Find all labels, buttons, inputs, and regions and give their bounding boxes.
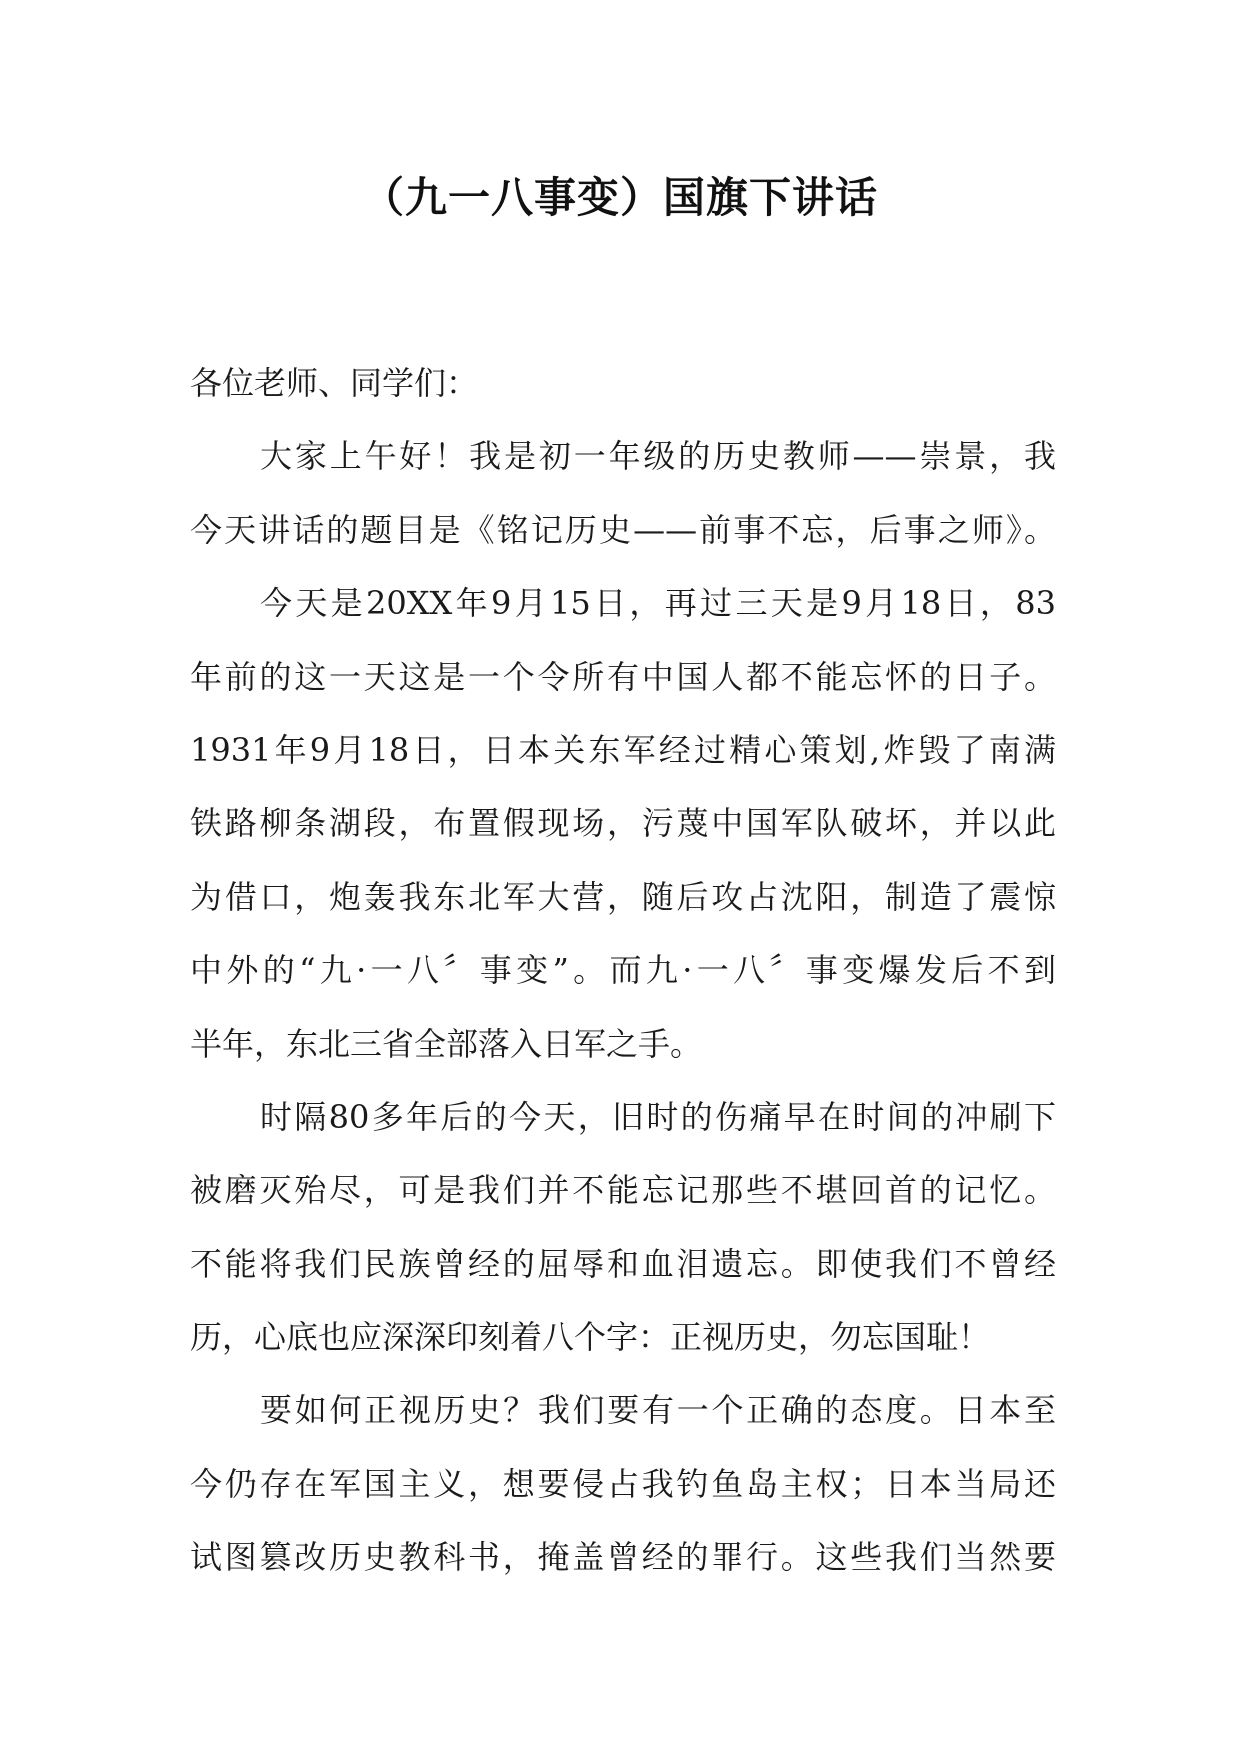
paragraph-line: 为借口，炮轰我东北军大营，随后攻占沈阳，制造了震惊 (190, 877, 1056, 916)
paragraph-line: 年前的这一天这是一个令所有中国人都不能忘怀的日子。 (190, 657, 1056, 696)
paragraph-line: 试图篡改历史教科书，掩盖曾经的罪行。这些我们当然要 (190, 1538, 1056, 1577)
paragraph-line: 半年，东北三省全部落入日军之手。 (190, 1024, 703, 1063)
salutation-line: 各位老师、同学们： (190, 364, 479, 402)
paragraph-line: 今仍存在军国主义，想要侵占我钓鱼岛主权；日本当局还 (190, 1464, 1056, 1503)
paragraph-line: 时隔80多年后的今天，旧时的伤痛早在时间的冲刷下 (260, 1097, 1056, 1136)
paragraph-line: 不能将我们民族曾经的屈辱和血泪遗忘。即使我们不曾经 (190, 1244, 1056, 1283)
paragraph-line: 今天是20XX年9月15日，再过三天是9月18日，83 (260, 584, 1056, 623)
paragraph-line: 要如何正视历史？我们要有一个正确的态度。日本至 (260, 1391, 1056, 1430)
paragraph-line: 1931年9月18日，日本关东军经过精心策划,炸毁了南满 (190, 730, 1056, 769)
paragraph-line: 历，心底也应深深印刻着八个字：正视历史，勿忘国耻！ (190, 1318, 991, 1357)
paragraph-line: 中外的“九·一八〞事变”。而九·一八〞事变爆发后不到 (190, 951, 1056, 990)
paragraph-line: 铁路柳条湖段，布置假现场，污蔑中国军队破坏，并以此 (190, 804, 1056, 843)
document-body (190, 347, 1056, 1595)
document-title: （九一八事变）国旗下讲话 (361, 173, 878, 222)
paragraph-line: 被磨灭殆尽，可是我们并不能忘记那些不堪回首的记忆。 (190, 1171, 1056, 1210)
paragraph-line: 今天讲话的题目是《铭记历史——前事不忘，后事之师》。 (190, 510, 1056, 549)
paragraph-line: 大家上午好！我是初一年级的历史教师——崇景，我 (260, 437, 1056, 476)
